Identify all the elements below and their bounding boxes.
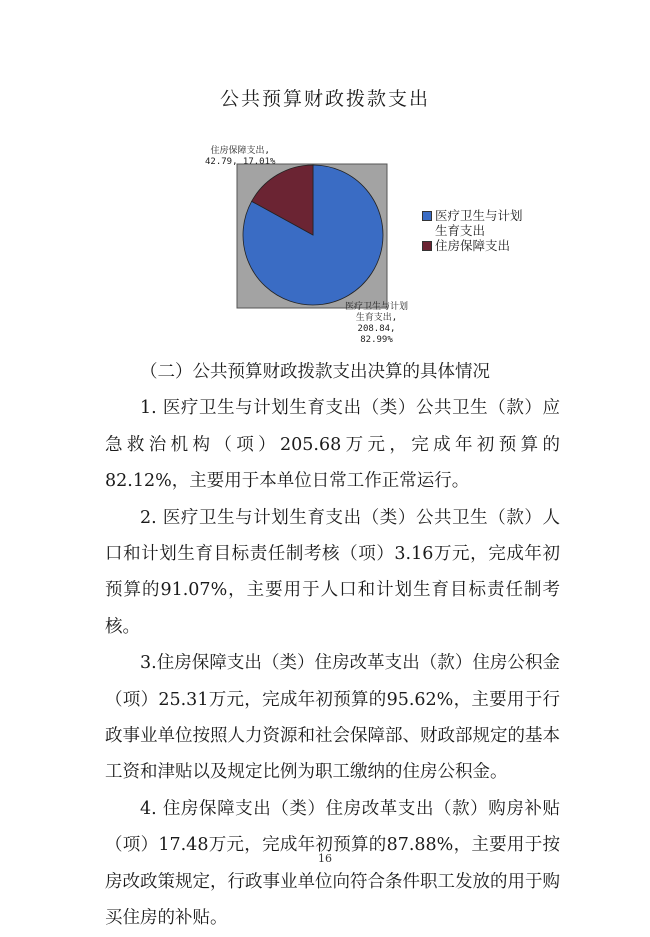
data-label-medical [345, 302, 408, 346]
legend-label: 住房保障支出 [435, 238, 511, 253]
paragraph-1: 1. 医疗卫生与计划生育支出（类）公共卫生（款）应急救治机构（项）205.68万元，完成年初预算的82.12%，主要用于本单位日常工作正常运行。 [105, 398, 560, 492]
legend-item-medical [422, 208, 535, 238]
legend-label: 医疗卫生与计划 [435, 208, 523, 223]
page-number: 16 [318, 852, 332, 865]
paragraph-4: 4. 住房保障支出（类）住房改革支出（款）购房补贴（项）17.48万元，完成年初预算的87.88%，主要用于按房改政策规定，行政事业单位向符合条件职工发放的用于购买住房的补贴。 [105, 798, 560, 929]
legend-item-housing [422, 238, 535, 253]
body-text [105, 354, 560, 937]
paragraph-3: 3.住房保障支出（类）住房改革支出（款）住房公积金（项）25.31万元，完成年初预算的95.62%，主要用于行政事业单位按照人力资源和社会保障部、财政部规定的基本工资和津贴以及规定比例为职工缴纳的住房公积金。 [105, 653, 560, 783]
data-label-line: 住房保障支出, [210, 146, 270, 156]
section-heading: （二）公共预算财政拨款支出决算的具体情况 [140, 362, 490, 382]
page-title: 公共预算财政拨款支出 [219, 88, 430, 110]
data-label-line: 82.99% [360, 335, 393, 345]
data-label-housing [205, 146, 275, 168]
legend-swatch-medical [422, 211, 432, 221]
paragraph-2: 2. 医疗卫生与计划生育支出（类）公共卫生（款）人口和计划生育目标责任制考核（项）3.16万元，完成年初预算的91.07%，主要用于人口和计划生育目标责任制考核。 [105, 507, 560, 637]
data-label-line: 生育支出, [355, 313, 398, 323]
pie-chart [185, 140, 545, 350]
data-label-line: 医疗卫生与计划 [345, 302, 409, 312]
data-label-line: 42.79, 17.01% [205, 157, 276, 167]
data-label-line: 208.84, [357, 324, 396, 334]
legend-swatch-housing [422, 241, 432, 251]
legend-label: 生育支出 [435, 223, 486, 238]
chart-legend [422, 208, 535, 253]
